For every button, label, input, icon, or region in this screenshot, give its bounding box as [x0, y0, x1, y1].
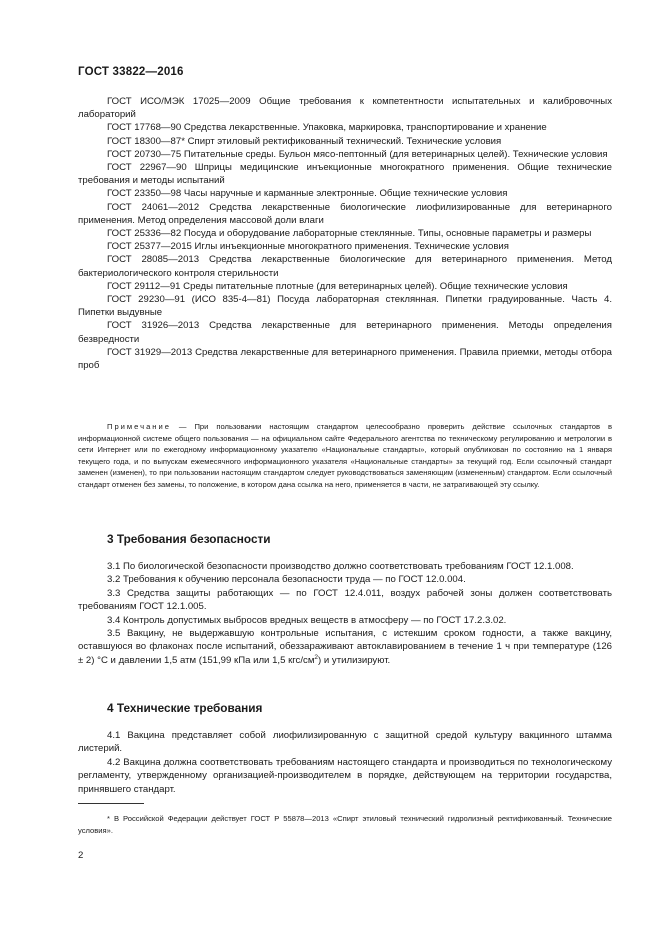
- note-paragraph: [78, 421, 612, 491]
- normative-references-list: [78, 95, 612, 372]
- reference-item: ГОСТ 23350—98 Часы наручные и карманные электронные. Общие технические условия: [107, 188, 508, 200]
- section-4-body: [78, 729, 612, 796]
- reference-item: ГОСТ ИСО/МЭК 17025—2009 Общие требования к компетентности испытательных и калибровочных лабораторий: [78, 96, 612, 121]
- footnote: * В Российской Федерации действует ГОСТ Р 55878—2013 «Спирт этиловый технический гидролизный ректификованный. Технические условия».: [78, 814, 612, 836]
- paragraph-4-1: 4.1 Вакцина представляет собой лиофилизированную с защитной средой культуру вакцинного штамма листерий.: [78, 730, 612, 755]
- reference-item: ГОСТ 29112—91 Среды питательные плотные (для ветеринарных целей). Общие технические условия: [107, 280, 568, 292]
- reference-item: ГОСТ 22967—90 Шприцы медицинские инъекционные многократного применения. Общие технические требования и методы испытаний: [78, 162, 612, 187]
- paragraph-3-5-text: 3.5 Вакцину, не выдержавшую контрольные испытания, с истекшим сроком годности, а также вакцину, оставшуюся во флаконах после испытаний, обеззараживают автоклавированием в течение 1 ч при температуре (126 ± 2) °С и давлении 1,5 атм (151,99 кПа или 1,5 кгс/см: [78, 628, 612, 666]
- note-block: [78, 421, 612, 491]
- reference-item: ГОСТ 29230—91 (ИСО 835-4—81) Посуда лабораторная стеклянная. Пипетки градуированные. Часть 4. Пипетки выдувные: [78, 294, 612, 319]
- section-3-body: [78, 560, 612, 667]
- paragraph-3-1: 3.1 По биологической безопасности производство должно соответствовать требованиям ГОСТ 12.1.008.: [107, 561, 574, 572]
- note-text: — При пользовании настоящим стандартом целесообразно проверить действие ссылочных стандартов в информационной системе общего пользования — на официальном сайте Федерального агентства по техническому регулированию и метрологии в сети Интернет или по ежегодному информационному указателю «Национальные стандарты», который опубликован по состоянию на 1 января текущего года, и по выпускам ежемесячного информационного указателя «Национальные стандарты» за текущий год. Если ссылочный стандарт заменен (изменен), то при пользовании настоящим стандартом следует руководствоваться заменяющим (измененным) стандартом. Если ссылочный стандарт отменен без замены, то положение, в котором дана ссылка на него, применяется в части, не затрагивающей эту ссылку.: [78, 422, 612, 489]
- reference-item: ГОСТ 18300—87* Спирт этиловый ректификованный технический. Технические условия: [107, 135, 502, 147]
- paragraph-3-2: 3.2 Требования к обучению персонала безопасности труда — по ГОСТ 12.0.004.: [107, 574, 466, 586]
- reference-item: ГОСТ 25336—82 Посуда и оборудование лабораторные стеклянные. Типы, основные параметры и размеры: [107, 228, 592, 240]
- section-3-title: 3 Требования безопасности: [107, 532, 271, 546]
- footnote-divider: [78, 803, 144, 804]
- paragraph-3-3: 3.3 Средства защиты работающих — по ГОСТ 12.4.011, воздух рабочей зоны должен соответствовать требованиям ГОСТ 12.1.005.: [78, 587, 612, 613]
- reference-item: ГОСТ 31929—2013 Средства лекарственные для ветеринарного применения. Правила приемки, методы отбора проб: [78, 346, 612, 372]
- reference-item: ГОСТ 31926—2013 Средства лекарственные для ветеринарного применения. Методы определения безвредности: [78, 320, 612, 345]
- paragraph-4-2: 4.2 Вакцина должна соответствовать требованиям настоящего стандарта и производиться по технологическому регламенту, утвержденному организацией-производителем в порядке, действующем на территории государства, принявшего стандарт.: [78, 756, 612, 795]
- reference-item: ГОСТ 25377—2015 Иглы инъекционные многократного применения. Технические условия: [107, 241, 509, 253]
- superscript-2: 2: [314, 653, 319, 661]
- reference-item: ГОСТ 20730—75 Питательные среды. Бульон мясо-пептонный (для ветеринарных целей). Технические условия: [107, 148, 608, 160]
- section-4-title: 4 Технические требования: [107, 701, 263, 715]
- reference-item: ГОСТ 17768—90 Средства лекарственные. Упаковка, маркировка, транспортирование и хранение: [107, 122, 547, 134]
- reference-item: ГОСТ 28085—2013 Средства лекарственные биологические для ветеринарного применения. Метод бактериологического контроля стерильности: [78, 254, 612, 279]
- document-header: ГОСТ 33822—2016: [78, 66, 184, 78]
- reference-item: ГОСТ 24061—2012 Средства лекарственные биологические лиофилизированные для ветеринарного применения. Метод определения массовой доли влаги: [78, 201, 612, 226]
- paragraph-3-5-end: ) и утилизируют.: [318, 654, 391, 666]
- page-number: 2: [78, 850, 84, 861]
- paragraph-3-4: 3.4 Контроль допустимых выбросов вредных веществ в атмосферу — по ГОСТ 17.2.3.02.: [107, 614, 507, 626]
- note-label: Примечание: [107, 422, 171, 431]
- paragraph-3-5: [78, 627, 612, 667]
